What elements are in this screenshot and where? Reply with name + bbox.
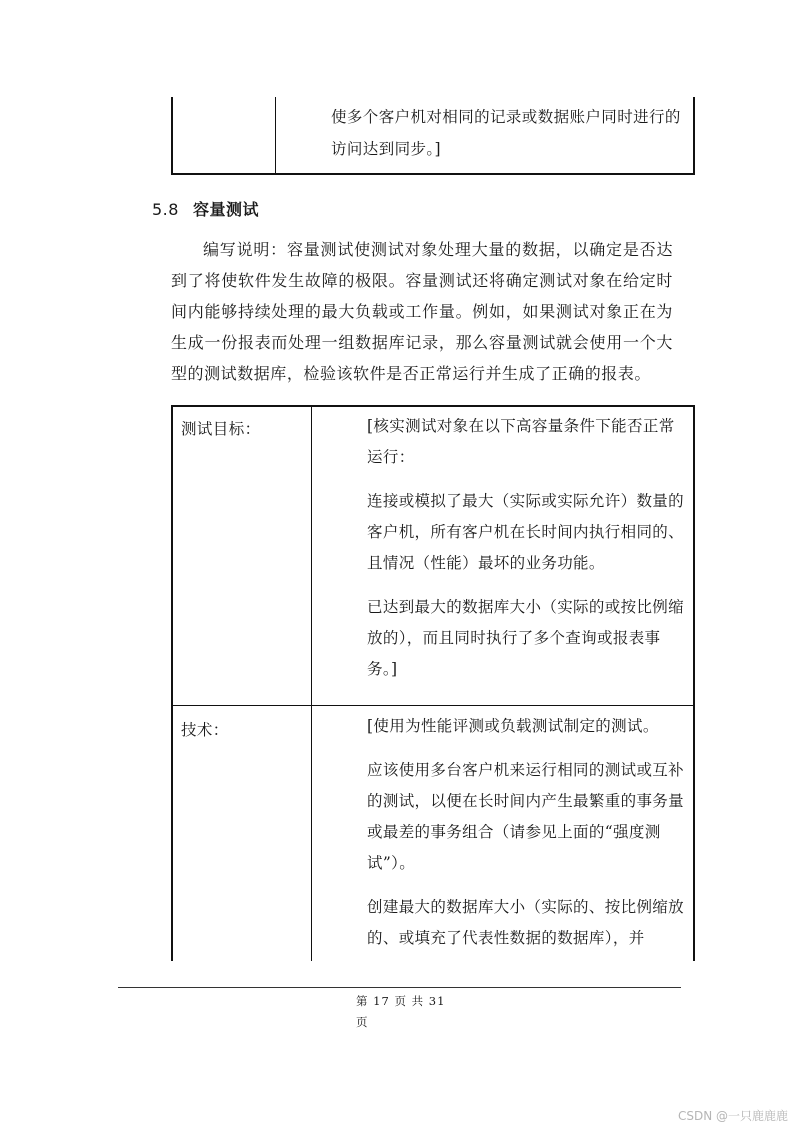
watermark: CSDN @一只鹿鹿鹿 <box>677 1109 788 1123</box>
row-content-technique <box>367 711 689 967</box>
table-column-divider <box>275 97 276 173</box>
body-paragraph: 编写说明：容量测试使测试对象处理大量的数据，以确定是否达到了将使软件发生故障的极限。容量测试还将确定测试对象在给定时间内能够持续处理的最大负载或工作量。例如，如果测试对象正在为生成一份报表而处理一组数据库记录，那么容量测试就会使用一个大型的测试数据库，检验该软件是否正常运行并生成了正确的报表。 <box>171 240 673 383</box>
table-paragraph: [使用为性能评测或负载测试制定的测试。 <box>367 717 659 735</box>
table-paragraph: 应该使用多台客户机来运行相同的测试或互补的测试，以便在长时间内产生最繁重的事务量或最差的事务组合（请参见上面的“强度测试”）。 <box>367 761 685 872</box>
table-paragraph: 连接或模拟了最大（实际或实际允许）数量的客户机，所有客户机在长时间内执行相同的、且情况（性能）最坏的业务功能。 <box>367 492 685 572</box>
page-number: 第 17 页 共 31 页 <box>356 994 446 1029</box>
volume-test-table <box>171 405 695 961</box>
previous-table-fragment <box>171 97 695 175</box>
section-number: 5.8 <box>152 200 179 219</box>
table-column-divider <box>311 407 312 961</box>
table-paragraph: 创建最大的数据库大小（实际的、按比例缩放的、或填充了代表性数据的数据库），并 <box>367 898 685 947</box>
row-label-test-objective: 测试目标： <box>181 420 261 438</box>
row-content-test-objective <box>367 411 689 698</box>
row-label-technique: 技术： <box>181 721 229 739</box>
section-heading <box>152 197 259 220</box>
table-paragraph: 已达到最大的数据库大小（实际的或按比例缩放的），而且同时执行了多个查询或报表事务。] <box>367 598 685 678</box>
table-row-divider <box>173 705 693 706</box>
footer-rule <box>118 987 681 988</box>
section-title: 容量测试 <box>192 200 259 219</box>
table-cell-text: 使多个客户机对相同的记录或数据账户同时进行的访问达到同步。] <box>331 108 681 158</box>
table-paragraph: [核实测试对象在以下高容量条件下能否正常运行： <box>367 417 675 466</box>
